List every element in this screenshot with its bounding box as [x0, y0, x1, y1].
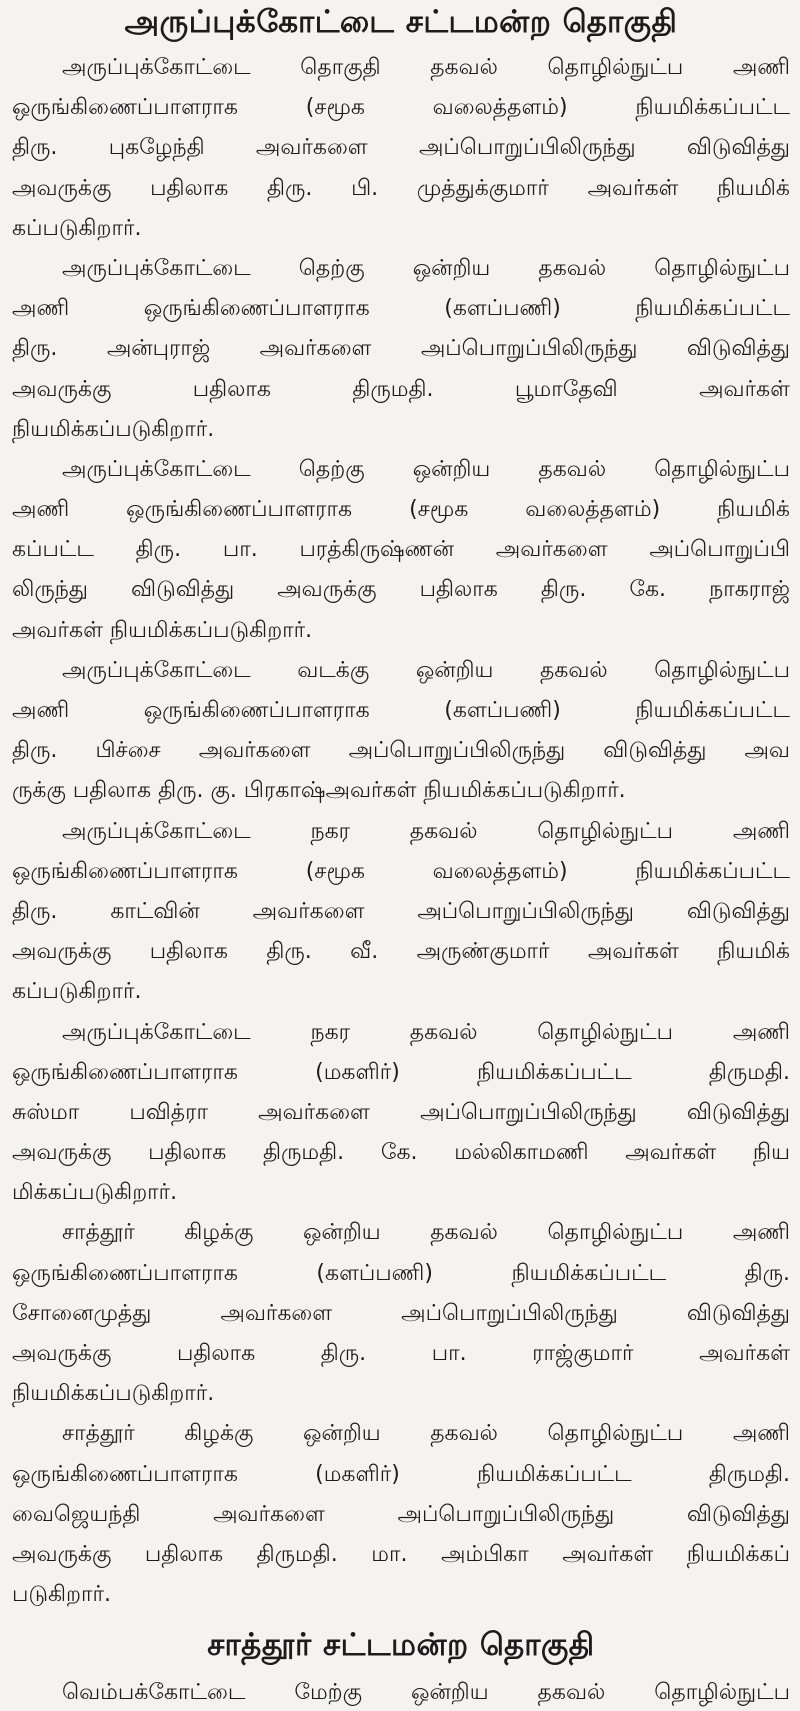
text-line: கப்படுகிறார்.: [12, 979, 142, 1005]
text-line: மிக்கப்படுகிறார்.: [12, 1180, 178, 1206]
text-line: சோனைமுத்து அவர்களை அப்பொறுப்பிலிருந்து விடுவித்து: [12, 1300, 790, 1326]
text-line: சாத்தூர் கிழக்கு ஒன்றிய தகவல் தொழில்நுட்ப அணி: [62, 1220, 790, 1246]
text-line: அருப்புக்கோட்டை நகர தகவல் தொழில்நுட்ப அணி: [62, 1019, 790, 1045]
text-line: நியமிக்கப்படுகிறார்.: [12, 1381, 215, 1407]
text-line: அணி ஒருங்கிணைப்பாளராக (களப்பணி) நியமிக்கப்பட்ட: [12, 698, 790, 723]
text-line: ஒருங்கிணைப்பாளராக (களப்பணி) நியமிக்கப்பட்ட திரு.: [12, 1260, 790, 1286]
text-line: படுகிறார்.: [12, 1582, 111, 1608]
text-line: அவருக்கு பதிலாக திருமதி. கே. மல்லிகாமணி அவர்கள் நிய: [12, 1140, 790, 1166]
text-line: அவருக்கு பதிலாக திருமதி. பூமாதேவி அவர்கள்: [12, 376, 790, 402]
text-line: வைஜெயந்தி அவர்களை அப்பொறுப்பிலிருந்து விடுவித்து: [12, 1501, 790, 1527]
paragraph: [12, 651, 790, 812]
text-line: அவருக்கு பதிலாக திரு. வீ. அருண்குமார் அவர்கள் நியமிக்: [12, 939, 790, 965]
section-heading: அருப்புக்கோட்டை சட்டமன்ற தொகுதி: [124, 4, 678, 40]
text-line: ஒருங்கிணைப்பாளராக (மகளிர்) நியமிக்கப்பட்ட திருமதி.: [12, 1059, 790, 1085]
text-line: ஒருங்கிணைப்பாளராக (சமூக வலைத்தளம்) நியமிக்கப்பட்ட: [12, 858, 790, 884]
text-line: திரு. அன்புராஜ் அவர்களை அப்பொறுப்பிலிருந்து விடுவித்து: [12, 336, 790, 362]
text-line: சாத்தூர் கிழக்கு ஒன்றிய தகவல் தொழில்நுட்ப அணி: [62, 1421, 790, 1447]
paragraph: [12, 812, 790, 1013]
paragraph: [12, 48, 790, 249]
text-line: ஒருங்கிணைப்பாளராக (மகளிர்) நியமிக்கப்பட்ட திருமதி.: [12, 1461, 790, 1487]
text-line: அணி ஒருங்கிணைப்பாளராக (களப்பணி) நியமிக்கப்பட்ட: [12, 296, 790, 322]
text-line: கப்பட்ட திரு. பா. பரத்கிருஷ்ணன் அவர்களை அப்பொறுப்பி: [12, 537, 790, 563]
paragraph: [12, 450, 790, 651]
text-line: திரு. பிச்சை அவர்களை அப்பொறுப்பிலிருந்து விடுவித்து அவ: [12, 738, 790, 764]
text-line: அவருக்கு பதிலாக திரு. பி. முத்துக்குமார் அவர்கள் நியமிக்: [12, 175, 790, 201]
paragraph: [12, 249, 790, 450]
text-line: வெம்பக்கோட்டை மேற்கு ஒன்றிய தகவல் தொழில்நுட்ப: [62, 1680, 790, 1706]
text-line: அவர்கள் நியமிக்கப்படுகிறார்.: [12, 617, 313, 643]
text-line: நியமிக்கப்படுகிறார்.: [12, 416, 215, 442]
text-line: கப்படுகிறார்.: [12, 215, 142, 241]
paragraph: [12, 1673, 790, 1711]
text-line: அவருக்கு பதிலாக திருமதி. மா. அம்பிகா அவர்கள் நியமிக்கப்: [12, 1541, 790, 1567]
text-line: லிருந்து விடுவித்து அவருக்கு பதிலாக திரு. கே. நாகராஜ்: [12, 577, 790, 603]
text-line: அருப்புக்கோட்டை தெற்கு ஒன்றிய தகவல் தொழில்நுட்ப: [62, 456, 790, 482]
text-line: சுஸ்மா பவித்ரா அவர்களை அப்பொறுப்பிலிருந்து விடுவித்து: [12, 1099, 790, 1125]
text-line: திரு. காட்வின் அவர்களை அப்பொறுப்பிலிருந்து விடுவித்து: [12, 898, 790, 924]
text-line: அருப்புக்கோட்டை தெற்கு ஒன்றிய தகவல் தொழில்நுட்ப: [62, 255, 790, 281]
section-heading: சாத்தூர் சட்டமன்ற தொகுதி: [207, 1627, 595, 1664]
paragraph: [12, 1213, 790, 1414]
text-line: திரு. புகழேந்தி அவர்களை அப்பொறுப்பிலிருந்து விடுவித்து: [12, 135, 790, 161]
text-line: அவருக்கு பதிலாக திரு. பா. ராஜ்குமார் அவர்கள்: [12, 1341, 790, 1366]
text-line: அருப்புக்கோட்டை வடக்கு ஒன்றிய தகவல் தொழில்நுட்ப: [62, 657, 790, 683]
text-line: அருப்புக்கோட்டை தொகுதி தகவல் தொழில்நுட்ப அணி: [62, 55, 790, 80]
paragraph: [12, 1013, 790, 1214]
text-line: ருக்கு பதிலாக திரு. கு. பிரகாஷ்அவர்கள் நியமிக்கப்படுகிறார்.: [12, 778, 626, 804]
text-line: அணி ஒருங்கிணைப்பாளராக (சமூக வலைத்தளம்) நியமிக்: [12, 497, 790, 523]
text-line: ஒருங்கிணைப்பாளராக (சமூக வலைத்தளம்) நியமிக்கப்பட்ட: [12, 95, 790, 121]
text-line: அருப்புக்கோட்டை நகர தகவல் தொழில்நுட்ப அணி: [62, 818, 790, 844]
paragraph: [12, 1414, 790, 1615]
